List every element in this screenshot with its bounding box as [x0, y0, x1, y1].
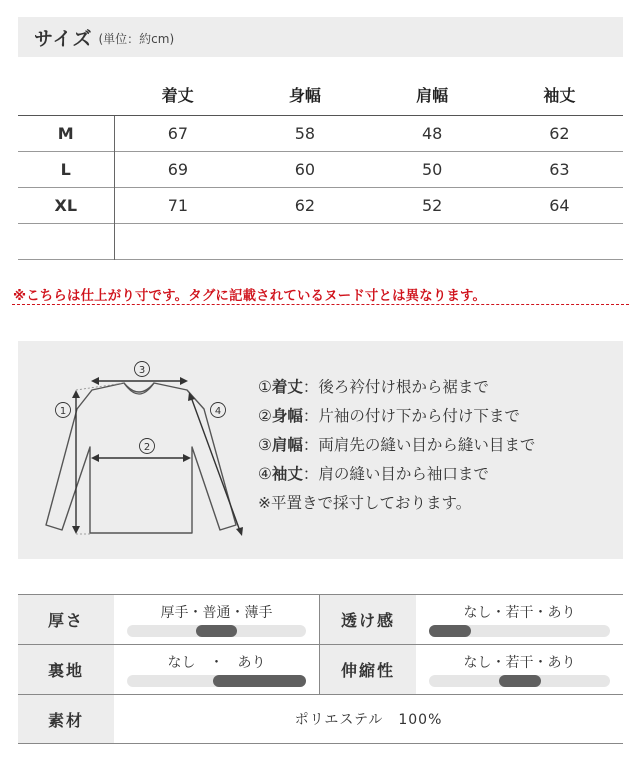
spec-label-stretch: 伸縮性: [320, 645, 416, 694]
column-header: 身幅: [241, 75, 368, 115]
section-title-bar: [18, 17, 623, 57]
spec-cell-lining: [114, 645, 320, 694]
definition-number: ①: [258, 378, 272, 396]
marker-width: [140, 439, 155, 454]
spec-options: 厚手・普通・薄手: [160, 605, 273, 621]
definition-text: ：片袖の付け下から付け下まで: [302, 407, 520, 425]
table-cell: 62: [294, 195, 316, 215]
fabric-spec-table: [18, 594, 623, 744]
spec-options: なし・若干・あり: [463, 655, 576, 671]
column-header: 肩幅: [369, 75, 496, 115]
table-cell: 64: [549, 195, 570, 215]
spec-value-material: ポリエステル 100%: [294, 712, 443, 728]
table-cell-empty: [369, 223, 496, 259]
spec-cell-stretch: [416, 645, 623, 694]
spec-cell-thickness: [114, 595, 320, 644]
header-corner: [18, 75, 114, 115]
table-row-empty: [18, 223, 623, 259]
table-cell: 71: [167, 195, 189, 215]
spec-label-thickness: 厚さ: [18, 595, 114, 644]
spec-row: [18, 644, 623, 694]
definition-term: 身幅: [271, 407, 303, 425]
spec-options: なし・若干・あり: [463, 605, 576, 621]
shoulder-arrow-head: [180, 377, 188, 385]
definition-term: 着丈: [271, 378, 303, 396]
level-indicator: [429, 625, 471, 637]
svg-text:4: 4: [214, 406, 222, 417]
marker-sleeve: [211, 403, 226, 418]
size-label-empty: [18, 223, 114, 259]
definition-row: [258, 373, 535, 402]
measurement-definitions: [258, 373, 535, 518]
definition-text: ：両肩先の縫い目から縫い目まで: [302, 436, 536, 454]
table-cell-empty: [496, 223, 623, 259]
unit-label: (単位：約cm): [98, 32, 175, 46]
table-cell: 60: [294, 159, 316, 179]
definition-number: ④: [258, 465, 272, 483]
spec-label-sheer: 透け感: [320, 595, 416, 644]
table-cell-empty: [114, 223, 241, 259]
spec-label-material: 素材: [18, 695, 114, 743]
table-cell: 67: [167, 123, 189, 143]
table-cell-empty: [241, 223, 368, 259]
size-table-header: [18, 75, 623, 115]
width-arrow-head: [183, 454, 191, 462]
width-arrow-head: [91, 454, 99, 462]
sleeve-arrow-head: [236, 527, 243, 536]
definition-text: ：肩の縫い目から袖口まで: [302, 465, 489, 483]
marker-length: [56, 403, 71, 418]
definition-text: ：後ろ衿付け根から裾まで: [302, 378, 489, 396]
svg-text:2: 2: [143, 442, 151, 453]
marker-shoulder: [135, 362, 150, 377]
definition-row: [258, 402, 535, 431]
spec-label-lining: 裏地: [18, 645, 114, 694]
finished-size-note: ※こちらは仕上がり寸です。タグに記載されているヌード寸とは異なります。: [13, 289, 487, 304]
table-row: [18, 115, 623, 151]
table-row: [18, 187, 623, 223]
note-divider: [12, 304, 629, 305]
level-indicator: [196, 625, 237, 637]
spec-options: なし ・ あり: [167, 655, 266, 671]
table-cell: 52: [421, 195, 443, 215]
table-row: [18, 151, 623, 187]
table-cell: 48: [421, 123, 443, 143]
definition-term: 袖丈: [271, 465, 303, 483]
svg-text:3: 3: [138, 365, 146, 376]
shoulder-arrow-head: [91, 377, 99, 385]
column-header: 着丈: [114, 75, 241, 115]
length-arrow-head: [72, 526, 80, 534]
level-track: [429, 675, 610, 687]
size-label: XL: [18, 187, 114, 223]
sleeve-arrow-head: [188, 392, 195, 401]
definition-number: ②: [258, 407, 272, 425]
level-track: [429, 625, 610, 637]
definition-row: [258, 431, 535, 460]
spec-row: [18, 694, 623, 744]
definition-term: 肩幅: [271, 436, 303, 454]
level-indicator: [499, 675, 541, 687]
table-cell: 62: [549, 123, 570, 143]
table-cell: 63: [549, 159, 570, 179]
table-cell: 69: [167, 159, 189, 179]
section-title: サイズ: [34, 27, 93, 50]
level-indicator: [213, 675, 306, 687]
shirt-diagram-icon: [32, 357, 252, 547]
definition-number: ③: [258, 436, 272, 454]
level-track: [127, 625, 306, 637]
measurement-guide: [18, 341, 623, 559]
size-table: [18, 75, 623, 260]
level-track: [127, 675, 306, 687]
size-label: L: [18, 151, 114, 187]
table-cell: 50: [421, 159, 443, 179]
svg-text:1: 1: [59, 406, 67, 417]
flat-measure-footnote: ※平置きで採寸しております。: [258, 494, 472, 512]
table-cell: 58: [294, 123, 316, 143]
spec-cell-sheer: [416, 595, 623, 644]
spec-row: [18, 594, 623, 644]
column-header: 袖丈: [496, 75, 623, 115]
length-arrow-head: [72, 390, 80, 398]
definition-row: [258, 460, 535, 489]
size-label: M: [18, 115, 114, 151]
